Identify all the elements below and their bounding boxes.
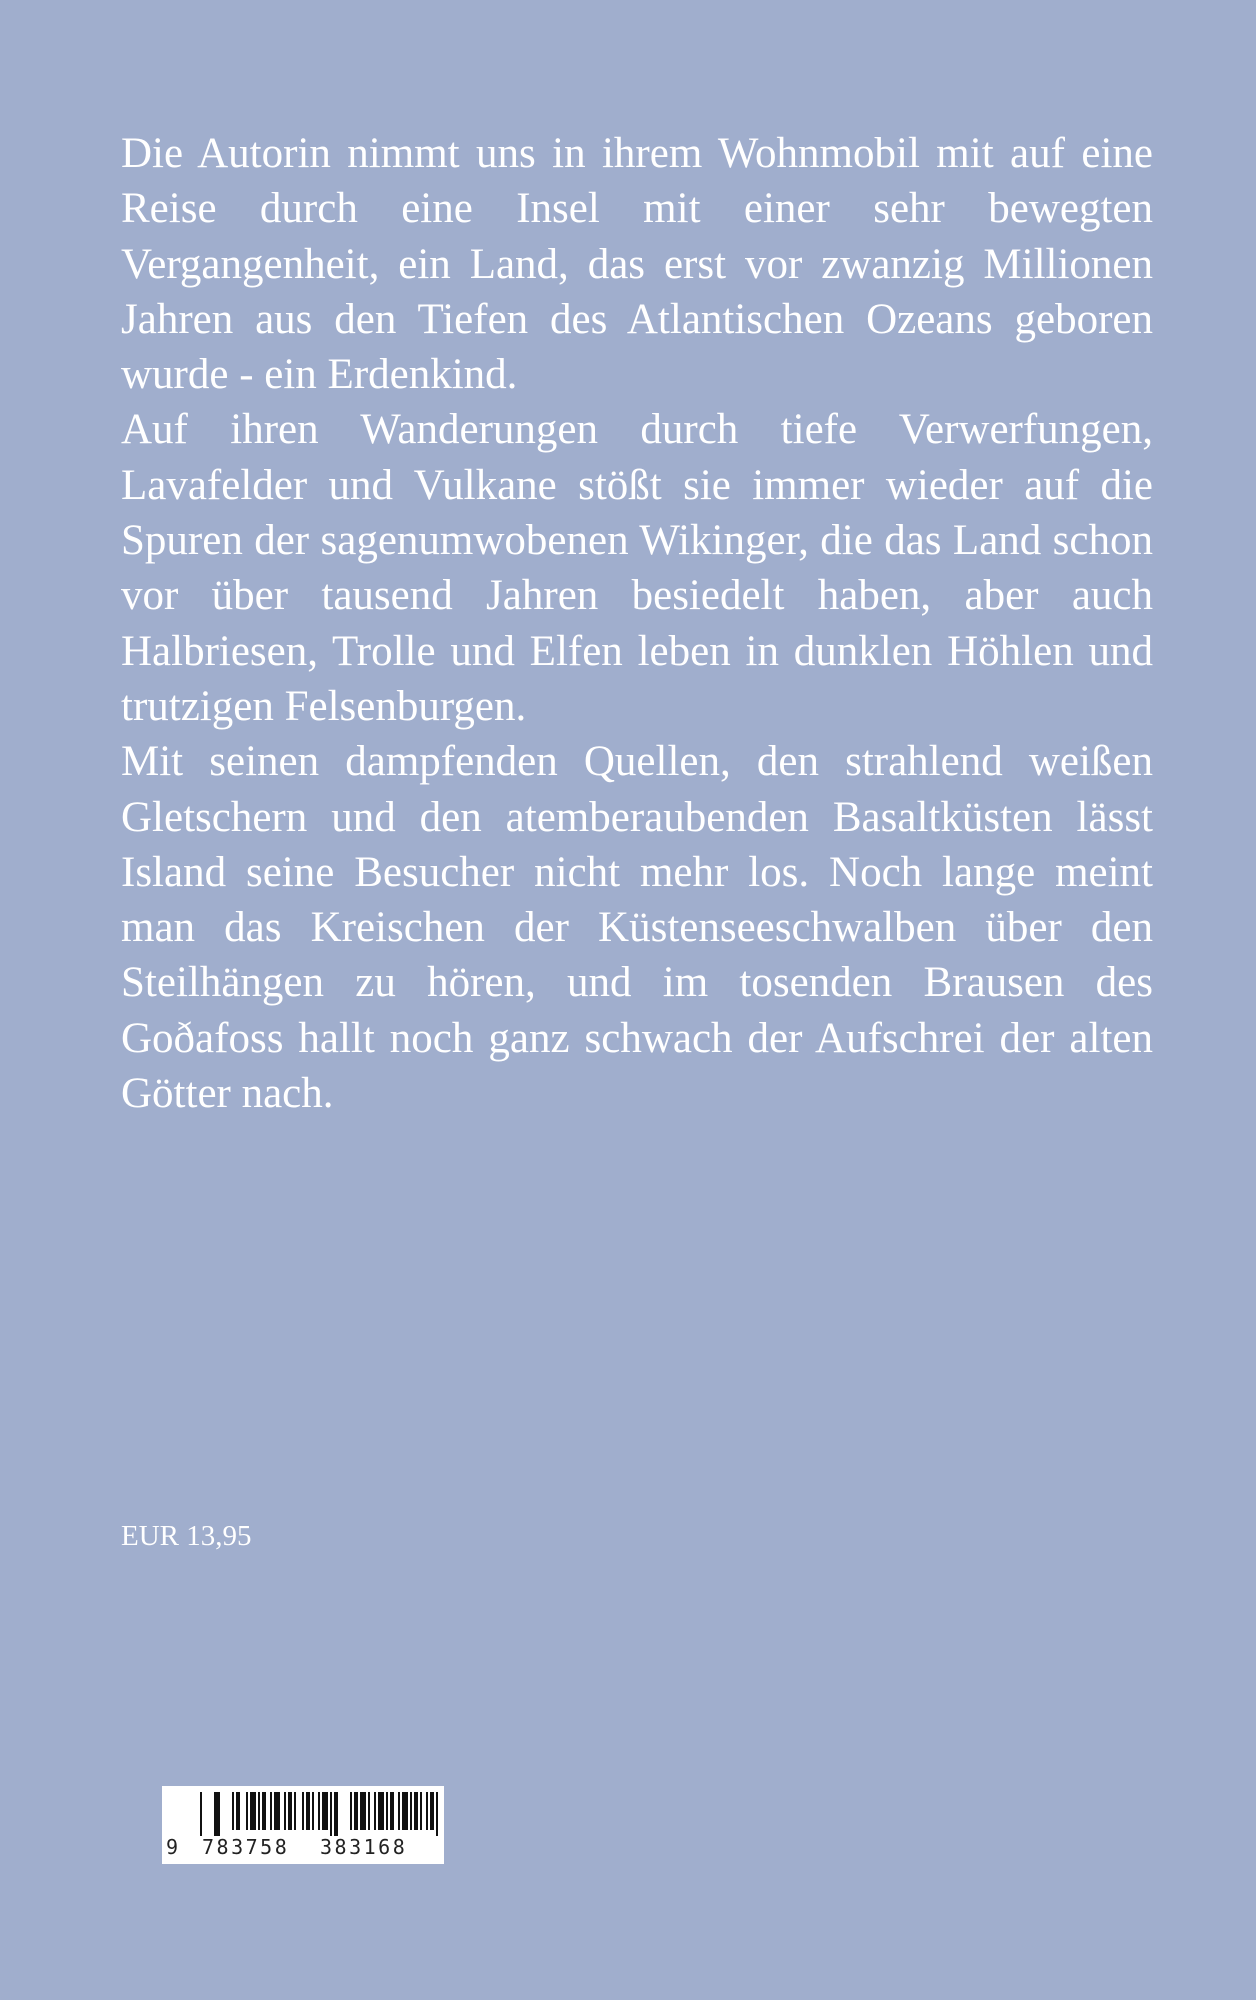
barcode-digits xyxy=(162,1834,444,1860)
barcode-bar xyxy=(318,1792,320,1830)
barcode-bar xyxy=(390,1792,394,1830)
barcode-bar xyxy=(274,1792,280,1830)
barcode-bar xyxy=(374,1792,376,1830)
barcode-bar xyxy=(214,1792,220,1836)
barcode-digit-lead: 9 xyxy=(166,1835,181,1859)
barcode-bar xyxy=(360,1792,366,1830)
barcode-bar xyxy=(436,1792,438,1836)
barcode-bar xyxy=(306,1792,310,1830)
barcode-bar xyxy=(302,1792,304,1830)
barcode-bar xyxy=(200,1792,202,1836)
barcode-bar xyxy=(232,1792,234,1830)
barcode-bar xyxy=(246,1792,248,1830)
barcode-bar xyxy=(258,1792,260,1830)
blurb-paragraph-1: Die Autorin nimmt uns in ihrem Wohnmobil mit auf eine Reise durch eine Insel mit einer sehr bewegten Vergangenheit, ein Land, das erst vor zwanzig Millionen Jahren aus den Tiefen des Atlantischen Ozeans geboren wurde - ein Erdenkind. xyxy=(121,130,1153,399)
barcode-bar xyxy=(288,1792,292,1830)
barcode-bar xyxy=(350,1792,352,1830)
barcode-bar xyxy=(294,1792,296,1830)
price-label: EUR 13,95 xyxy=(121,1520,252,1552)
barcode-bar xyxy=(262,1792,266,1830)
barcode-bar xyxy=(430,1792,434,1830)
blurb-text xyxy=(121,126,1153,1121)
barcode-bar xyxy=(312,1792,314,1830)
barcode-bar xyxy=(420,1792,422,1830)
isbn-barcode xyxy=(162,1786,444,1864)
barcode-bar xyxy=(236,1792,240,1830)
blurb-paragraph-2: Auf ihren Wanderungen durch tiefe Verwerfungen, Lavafelder und Vulkane stößt sie immer wieder auf die Spuren der sagenumwobenen Wikinger, die das Land schon vor über tausend Jahren besiedelt haben, aber auch Halbriesen, Trolle und Elfen leben in dunklen Höhlen und trutzigen Felsenburgen. xyxy=(121,406,1153,730)
barcode-bar xyxy=(398,1792,400,1830)
barcode-bar xyxy=(334,1792,338,1836)
barcode-bar xyxy=(284,1792,286,1830)
barcode-bar xyxy=(386,1792,388,1830)
barcode-bar xyxy=(426,1792,428,1830)
barcode-bar xyxy=(270,1792,272,1830)
barcode-bar xyxy=(250,1792,256,1830)
barcode-digits-right: 383168 xyxy=(320,1835,408,1859)
barcode-bar xyxy=(402,1792,408,1830)
barcode-bar xyxy=(378,1792,384,1830)
barcode-bar xyxy=(330,1792,332,1836)
barcode-bar xyxy=(322,1792,328,1830)
blurb-paragraph-3: Mit seinen dampfenden Quellen, den strahlend weißen Gletschern und den atemberaubenden Basaltküsten lässt Island seine Besucher nicht mehr los. Noch lange meint man das Kreischen der Küstenseeschwalben über den Steilhängen zu hören, und im tosenden Brausen des Goðafoss hallt noch ganz schwach der Aufschrei der alten Götter nach. xyxy=(121,738,1153,1118)
barcode-digits-left: 783758 xyxy=(202,1835,290,1859)
barcode-bar xyxy=(368,1792,370,1830)
barcode-bar xyxy=(414,1792,418,1830)
barcode-bar xyxy=(410,1792,412,1830)
barcode-bars xyxy=(162,1786,444,1836)
barcode-bar xyxy=(354,1792,358,1830)
